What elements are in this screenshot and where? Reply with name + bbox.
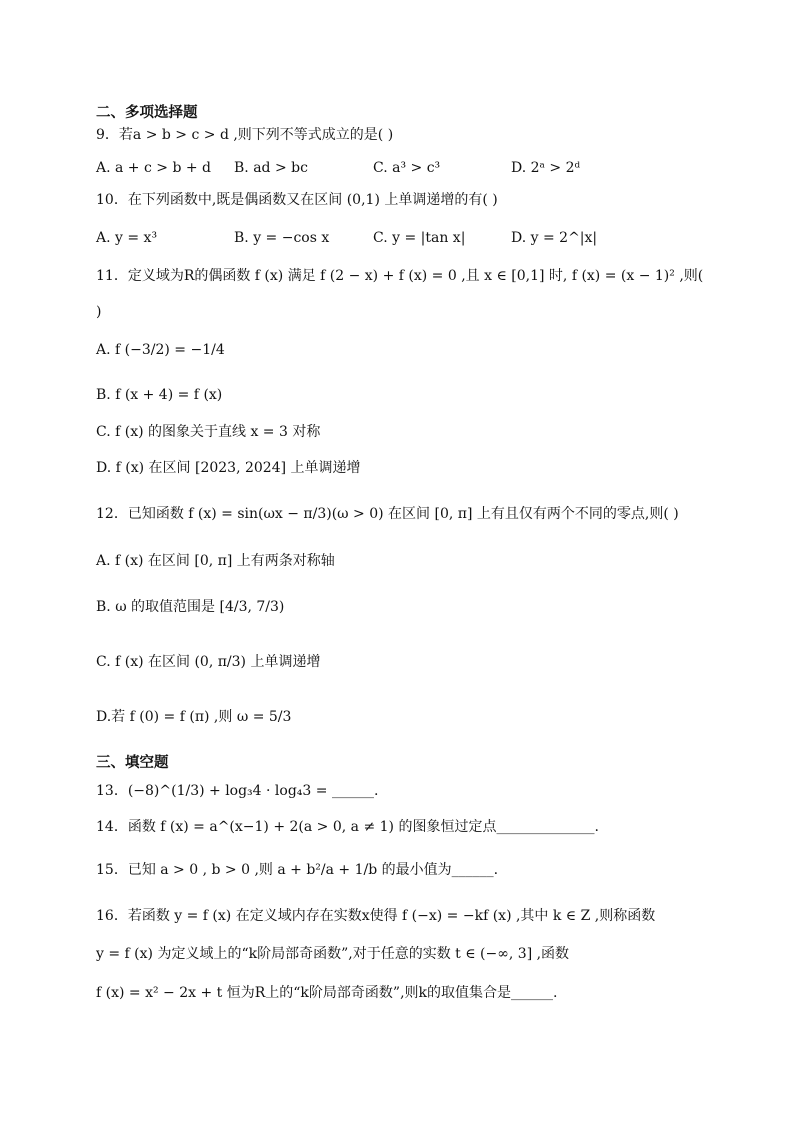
question-11-stem: 11．定义域为R的偶函数 f (x) 满足 f (2 − x) + f (x) = 0 ,且 x ∈ [0,1] 时, f (x) = (x − 1)² ,则(: [96, 268, 704, 284]
question-14-stem: 14．函数 f (x) = a^(x−1) + 2(a > 0, a ≠ 1) 的图象恒过定点______________.: [96, 819, 599, 835]
question-10-stem: 10．在下列函数中,既是偶函数又在区间 (0,1) 上单调递增的有( ): [96, 192, 498, 208]
question-10-option-a: A. y = x³: [96, 230, 158, 246]
question-10-option-b: B. y = −cos x: [234, 230, 330, 246]
question-12-option-c: C. f (x) 在区间 (0, π/3) 上单调递增: [96, 654, 321, 670]
question-12-stem: 12．已知函数 f (x) = sin(ωx − π/3)(ω > 0) 在区间 [0, π] 上有且仅有两个不同的零点,则( ): [96, 506, 679, 522]
question-15-stem: 15．已知 a > 0 , b > 0 ,则 a + b²/a + 1/b 的最小值为______.: [96, 862, 499, 878]
question-11-option-a: A. f (−3/2) = −1/4: [96, 342, 225, 358]
question-10-option-d: D. y = 2^|x|: [511, 230, 598, 246]
question-13-stem: 13．(−8)^(1/3) + log₃4 · log₄3 = ______.: [96, 783, 379, 799]
question-9-option-a: A. a + c > b + d: [96, 160, 212, 176]
question-9-option-c: C. a³ > c³: [373, 160, 441, 176]
question-16-line-1: 16．若函数 y = f (x) 在定义域内存在实数x使得 f (−x) = −kf (x) ,其中 k ∈ Z ,则称函数: [96, 908, 656, 924]
question-11-stem-continued: ): [96, 304, 102, 320]
question-11-option-d: D. f (x) 在区间 [2023, 2024] 上单调递增: [96, 460, 361, 476]
question-16-line-3: f (x) = x² − 2x + t 恒为R上的“k阶局部奇函数”,则k的取值集合是______.: [96, 985, 558, 1001]
question-12-option-d: D.若 f (0) = f (π) ,则 ω = 5/3: [96, 709, 292, 725]
question-12-option-a: A. f (x) 在区间 [0, π] 上有两条对称轴: [96, 553, 335, 569]
question-10-option-c: C. y = |tan x|: [373, 230, 466, 246]
question-11-option-b: B. f (x + 4) = f (x): [96, 387, 223, 403]
section-title-multiple-choice: 二、多项选择题: [96, 105, 198, 121]
question-9-option-d: D. 2ᵃ > 2ᵈ: [511, 160, 581, 176]
question-11-option-c: C. f (x) 的图象关于直线 x = 3 对称: [96, 424, 321, 440]
question-12-option-b: B. ω 的取值范围是 [4/3, 7/3): [96, 599, 285, 615]
question-16-line-2: y = f (x) 为定义域上的“k阶局部奇函数”,对于任意的实数 t ∈ (−∞, 3] ,函数: [96, 946, 570, 962]
section-title-fill-in: 三、填空题: [96, 755, 169, 771]
question-9-option-b: B. ad > bc: [234, 160, 308, 176]
question-9-stem: 9．若a > b > c > d ,则下列不等式成立的是( ): [96, 127, 394, 143]
